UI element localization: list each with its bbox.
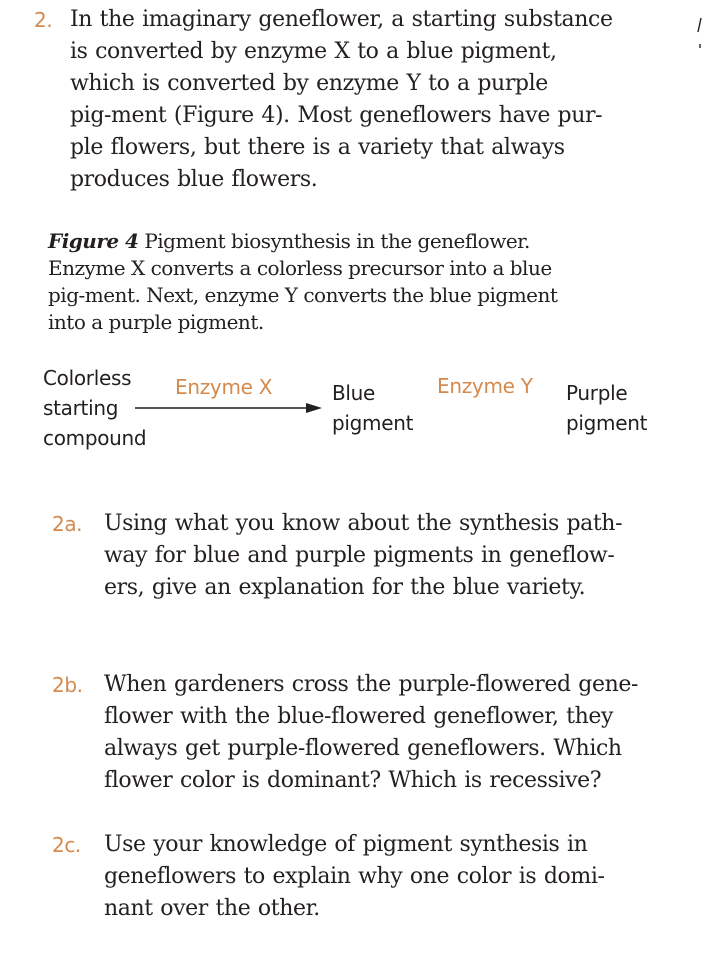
purple-pigment-line: Purple (566, 381, 628, 405)
question-text (34, 4, 613, 196)
blue-pigment-label (332, 378, 413, 438)
cropped-edge-mark (694, 8, 702, 48)
purple-pigment-line: pigment (566, 411, 648, 435)
figure-label: Figure 4 (48, 229, 139, 253)
question-line: flower with the blue-flowered geneflower, they (104, 704, 614, 729)
question-line: ple flowers, but there is a variety that always (70, 135, 565, 160)
question-text (52, 669, 638, 797)
question-text (52, 508, 622, 604)
question-line: nant over the other. (104, 896, 320, 921)
caption-line: pig-ment. Next, enzyme Y converts the blue pigment (48, 283, 558, 307)
question-line: pig-ment (Figure 4). Most geneflowers have pur- (70, 103, 603, 128)
question-line: flower color is dominant? Which is recessive? (104, 768, 602, 793)
question-2c (52, 829, 605, 925)
blue-pigment-line: Blue (332, 381, 376, 405)
question-line: In the imaginary geneflower, a starting substance (70, 7, 613, 32)
starting-compound-line: compound (43, 426, 147, 450)
question-2a (52, 508, 622, 604)
question-number: 2a. (52, 512, 83, 536)
question-line: way for blue and purple pigments in geneflow- (104, 543, 615, 568)
caption-line: into a purple pigment. (48, 310, 264, 334)
question-2 (34, 4, 613, 196)
question-line: When gardeners cross the purple-flowered gene- (104, 672, 639, 697)
enzyme-y-label: Enzyme Y (437, 374, 533, 398)
question-2b (52, 669, 638, 797)
question-line: Use your knowledge of pigment synthesis in (104, 832, 588, 857)
question-line: always get purple-flowered geneflowers. Which (104, 736, 622, 761)
question-line: produces blue flowers. (70, 167, 318, 192)
purple-pigment-label (566, 378, 647, 438)
question-line: is converted by enzyme X to a blue pigment, (70, 39, 557, 64)
question-line: which is converted by enzyme Y to a purple (70, 71, 548, 96)
question-line: ers, give an explanation for the blue variety. (104, 575, 586, 600)
question-number: 2b. (52, 673, 83, 697)
caption-line: Enzyme X converts a colorless precursor into a blue (48, 256, 552, 280)
starting-compound-line: Colorless (43, 366, 132, 390)
enzyme-x-label: Enzyme X (175, 375, 273, 399)
question-line: Using what you know about the synthesis path- (104, 511, 623, 536)
blue-pigment-line: pigment (332, 411, 414, 435)
question-number: 2c. (52, 833, 81, 857)
question-number: 2. (34, 8, 53, 32)
starting-compound-line: starting (43, 396, 119, 420)
figure-caption (48, 228, 557, 336)
question-line: geneflowers to explain why one color is domi- (104, 864, 605, 889)
caption-line: Pigment biosynthesis in the geneflower. (138, 229, 530, 253)
question-text (52, 829, 605, 925)
arrow-icon (130, 398, 330, 418)
